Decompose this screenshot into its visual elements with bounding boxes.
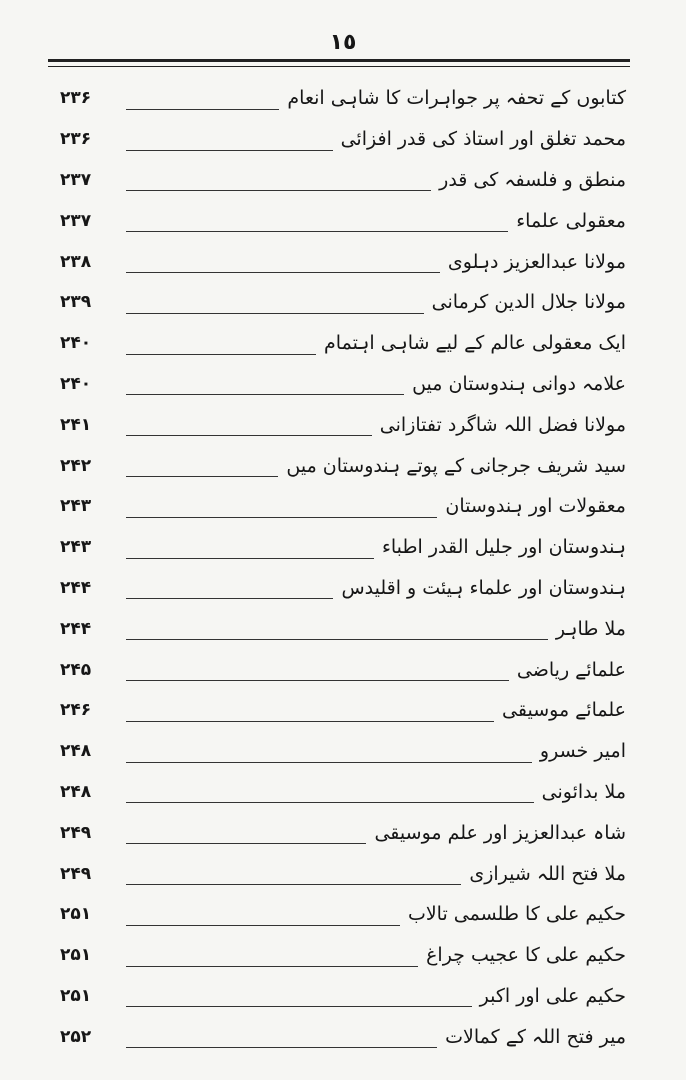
toc-leader-line bbox=[126, 598, 333, 599]
toc-entry-title: علامہ دوانی ہندوستان میں bbox=[412, 372, 626, 395]
toc-leader-line bbox=[126, 1047, 437, 1048]
toc-entry-page: ۲۴۳ bbox=[60, 496, 92, 517]
toc-leader-line bbox=[126, 1006, 472, 1007]
toc-leader-line bbox=[126, 966, 418, 967]
toc-entry-title: ہندوستان اور جلیل القدر اطباء bbox=[381, 536, 626, 559]
toc-entry-title: امیر خسرو bbox=[539, 740, 626, 763]
toc-entry-page: ۲۳۸ bbox=[60, 251, 92, 272]
toc-entry bbox=[0, 976, 686, 1017]
toc-leader-line bbox=[126, 354, 316, 355]
toc-entry-page: ۲۵۱ bbox=[60, 945, 92, 966]
toc-entry-title: میر فتح اللہ کے کمالات bbox=[445, 1025, 626, 1048]
toc-entry-title: سید شریف جرجانی کے پوتے ہندوستان میں bbox=[286, 454, 626, 477]
toc-entry bbox=[0, 160, 686, 201]
toc-entry-page: ۲۴۱ bbox=[60, 414, 92, 435]
toc-leader-line bbox=[126, 884, 461, 885]
toc-entry bbox=[0, 568, 686, 609]
toc-leader-line bbox=[126, 843, 366, 844]
toc-entry-title: معقولات اور ہندوستان bbox=[445, 495, 626, 518]
toc-entry-page: ۲۵۱ bbox=[60, 985, 92, 1006]
toc-entry bbox=[0, 119, 686, 160]
toc-leader-line bbox=[126, 721, 494, 722]
toc-leader-line bbox=[126, 313, 424, 314]
toc-entry-title: محمد تغلق اور استاذ کی قدر افزائی bbox=[340, 128, 626, 151]
toc-leader-line bbox=[126, 394, 404, 395]
toc-entry bbox=[0, 853, 686, 894]
toc-leader-line bbox=[126, 680, 509, 681]
toc-entry-page: ۲۴۴ bbox=[60, 577, 92, 598]
header-rule-thick bbox=[48, 59, 630, 62]
toc-entry-page: ۲۵۱ bbox=[60, 904, 92, 925]
toc-entry-page: ۲۳۷ bbox=[60, 169, 92, 190]
toc-entry bbox=[0, 323, 686, 364]
toc-entry-page: ۲۴۹ bbox=[60, 863, 92, 884]
toc-entry-page: ۲۳۷ bbox=[60, 210, 92, 231]
toc-leader-line bbox=[126, 190, 431, 191]
toc-leader-line bbox=[126, 925, 400, 926]
toc-entry-page: ۲۴۴ bbox=[60, 618, 92, 639]
toc-leader-line bbox=[126, 762, 532, 763]
toc-entry bbox=[0, 241, 686, 282]
toc-entry bbox=[0, 608, 686, 649]
toc-entry bbox=[0, 404, 686, 445]
toc-entry bbox=[0, 894, 686, 935]
toc-leader-line bbox=[126, 231, 508, 232]
toc-entry bbox=[0, 200, 686, 241]
toc-entry bbox=[0, 527, 686, 568]
toc-entry bbox=[0, 1016, 686, 1057]
page-number: ١٥ bbox=[329, 30, 357, 55]
toc-entry-title: ایک معقولی عالم کے لیے شاہی اہتمام bbox=[324, 332, 626, 355]
toc-leader-line bbox=[126, 435, 372, 436]
toc-leader-line bbox=[126, 639, 548, 640]
toc-entry-title: علمائے ریاضی bbox=[516, 658, 626, 681]
toc-entry-title: کتابوں کے تحفہ پر جواہرات کا شاہی انعام bbox=[287, 87, 626, 110]
toc-leader-line bbox=[126, 517, 437, 518]
toc-entry-title: ہندوستان اور علماء ہیئت و اقلیدس bbox=[341, 576, 626, 599]
toc-entry-page: ۲۴۰ bbox=[60, 333, 92, 354]
toc-entry-page: ۲۴۰ bbox=[60, 373, 92, 394]
toc-entry bbox=[0, 486, 686, 527]
toc-leader-line bbox=[126, 802, 534, 803]
toc-entry-title: مولانا فضل اللہ شاگرد تفتازانی bbox=[379, 413, 626, 436]
toc-entry-title: شاہ عبدالعزیز اور علم موسیقی bbox=[374, 821, 626, 844]
toc-entry-page: ۲۳۶ bbox=[60, 88, 92, 109]
toc-entry bbox=[0, 772, 686, 813]
toc-entry-title: ملا فتح اللہ شیرازی bbox=[469, 862, 626, 885]
toc-entry-page: ۲۴۸ bbox=[60, 741, 92, 762]
toc-entry bbox=[0, 935, 686, 976]
toc-entry-title: مولانا جلال الدین کرمانی bbox=[431, 291, 626, 314]
toc-entry bbox=[0, 364, 686, 405]
toc-leader-line bbox=[126, 150, 333, 151]
toc-entry-title: حکیم علی کا عجیب چراغ bbox=[426, 944, 626, 967]
toc-entry-page: ۲۵۲ bbox=[60, 1026, 92, 1047]
header-rule-thin bbox=[48, 66, 630, 67]
toc-entry bbox=[0, 649, 686, 690]
toc-entry bbox=[0, 78, 686, 119]
toc-entry-page: ۲۴۹ bbox=[60, 822, 92, 843]
toc-entry bbox=[0, 812, 686, 853]
toc-entry-title: ملا بدائونی bbox=[541, 780, 626, 803]
toc-leader-line bbox=[126, 558, 374, 559]
toc-entry-page: ۲۴۸ bbox=[60, 781, 92, 802]
toc-entry-page: ۲۳۹ bbox=[60, 292, 92, 313]
table-of-contents bbox=[0, 78, 686, 1057]
toc-leader-line bbox=[126, 109, 279, 110]
toc-entry-title: منطق و فلسفہ کی قدر bbox=[439, 168, 626, 191]
toc-entry-title: معقولی علماء bbox=[516, 209, 626, 232]
toc-entry-title: مولانا عبدالعزیز دہلوی bbox=[447, 250, 626, 273]
toc-entry-title: حکیم علی اور اکبر bbox=[479, 984, 626, 1007]
toc-leader-line bbox=[126, 272, 440, 273]
toc-entry-title: حکیم علی کا طلسمی تالاب bbox=[407, 903, 626, 926]
toc-entry-page: ۲۴۳ bbox=[60, 537, 92, 558]
toc-entry bbox=[0, 690, 686, 731]
toc-entry bbox=[0, 445, 686, 486]
toc-leader-line bbox=[126, 476, 278, 477]
toc-entry-page: ۲۴۶ bbox=[60, 700, 92, 721]
toc-entry-title: علمائے موسیقی bbox=[502, 699, 626, 722]
toc-entry-title: ملا طاہر bbox=[555, 617, 626, 640]
toc-entry-page: ۲۴۵ bbox=[60, 659, 92, 680]
toc-entry bbox=[0, 282, 686, 323]
toc-entry bbox=[0, 731, 686, 772]
toc-entry-page: ۲۳۶ bbox=[60, 129, 92, 150]
toc-entry-page: ۲۴۲ bbox=[60, 455, 92, 476]
